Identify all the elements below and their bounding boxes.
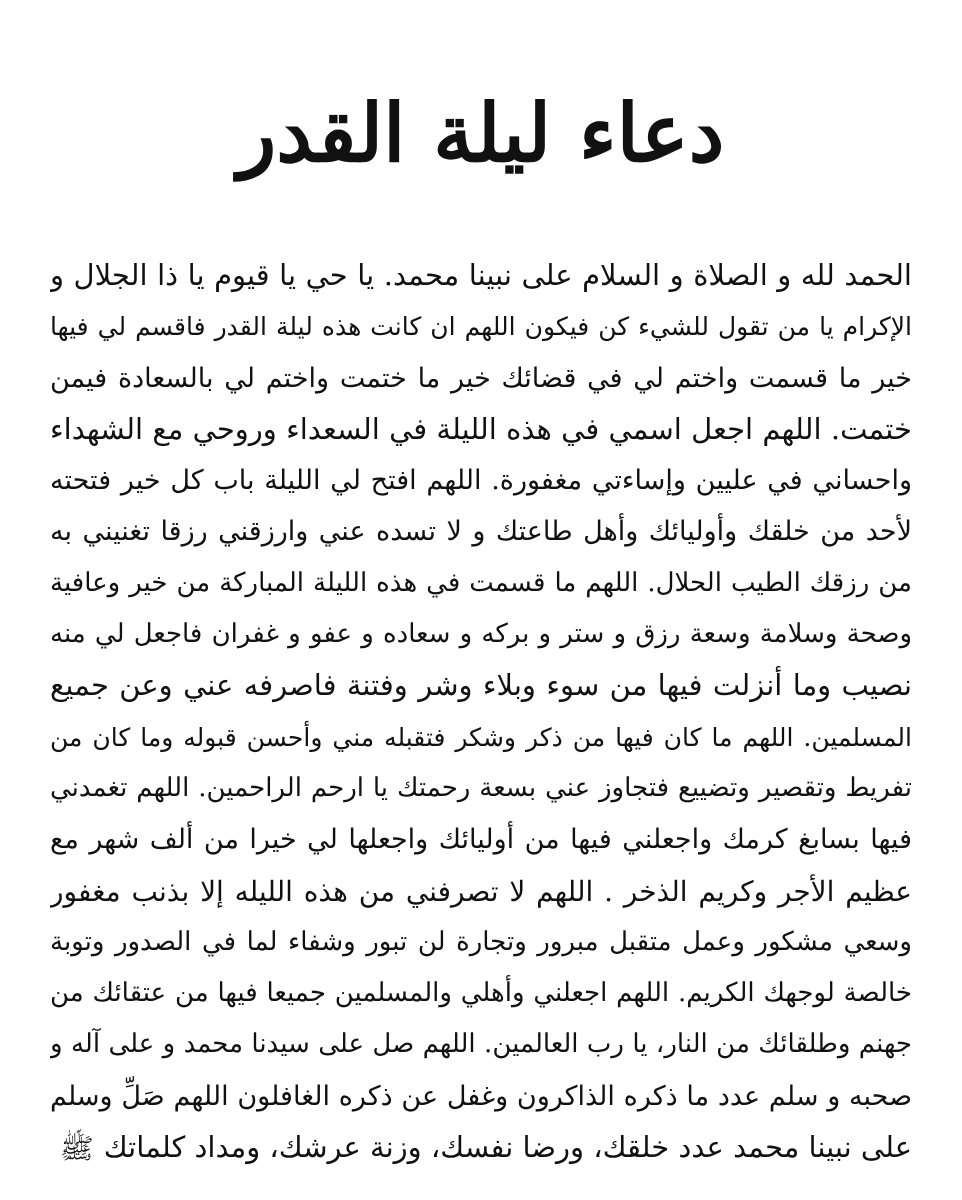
- salawat-seal-icon: ﷺ: [59, 1132, 94, 1166]
- text-line-17: صحبه و سلم عدد ما ذكره الذاكرون وغفل عن ذكره الغافلون اللهم صَلِّ وسلم: [50, 1080, 912, 1112]
- text-line-10: المسلمين. اللهم ما كان فيها من ذكر وشكر فتقبله مني وأحسن قبوله وما كان من: [50, 722, 912, 752]
- text-line-14: وسعي مشكور وعمل متقبل مبرور وتجارة لن تبور وشفاء لما في الصدور وتوبة: [50, 926, 912, 957]
- text-line-7: من رزقك الطيب الحلال. اللهم ما قسمت في هذه الليلة المباركة من خير وعافية: [50, 567, 912, 598]
- text-line-9: نصيب وما أنزلت فيها من سوء وبلاء وشر وفتنة فاصرفه عني وعن جميع: [50, 668, 912, 703]
- text-line-15: خالصة لوجهك الكريم. اللهم اجعلني وأهلي والمسلمين جميعا فيها من عتقائك من: [50, 978, 912, 1009]
- text-line-3: خير ما قسمت واختم لي في قضائك خير ما ختمت واختم لي بالسعادة فيمن: [50, 362, 912, 394]
- text-line-8: وصحة وسلامة وسعة رزق و ستر و بركه و سعاده و عفو و غفران فاجعل لي منه: [50, 619, 912, 650]
- text-line-11: تفريط وتقصير وتضييع فتجاوز عني بسعة رحمتك يا ارحم الراحمين. اللهم تغمدني: [50, 772, 912, 803]
- page-title: دعاء ليلة القدر: [237, 86, 725, 180]
- text-line-18-words: على نبينا محمد عدد خلقك، ورضا نفسك، وزنة عرشك، ومداد كلماتك: [103, 1130, 912, 1165]
- text-line-16: جهنم وطلقائك من النار، يا رب العالمين. اللهم صل على سيدنا محمد و على آله و: [50, 1029, 912, 1060]
- text-line-13: عظيم الأجر وكريم الذخر . اللهم لا تصرفني من هذه الليله إلا بذنب مغفور: [50, 874, 912, 908]
- text-line-4: ختمت. اللهم اجعل اسمي في هذه الليلة في السعداء وروحي مع الشهداء: [50, 411, 912, 446]
- text-line-12: فيها بسابغ كرمك واجعلني فيها من أوليائك واجعلها لي خيرا من ألف شهر مع: [50, 824, 912, 856]
- prayer-text: [50, 250, 912, 1173]
- text-line-1: الحمد لله و الصلاة و السلام على نبينا محمد. يا حي يا قيوم يا ذا الجلال و: [50, 258, 912, 292]
- text-line-18: [50, 1122, 912, 1173]
- text-line-6: لأحد من خلقك وأوليائك وأهل طاعتك و لا تسده عني وارزقني رزقا تغنيني به: [50, 516, 912, 548]
- text-line-5: واحساني في عليين وإساءتي مغفورة. اللهم افتح لي الليلة باب كل خير فتحته: [50, 465, 912, 497]
- text-line-2: الإكرام يا من تقول للشيء كن فيكون اللهم ان كانت هذه ليلة القدر فاقسم لي فيها: [50, 312, 912, 342]
